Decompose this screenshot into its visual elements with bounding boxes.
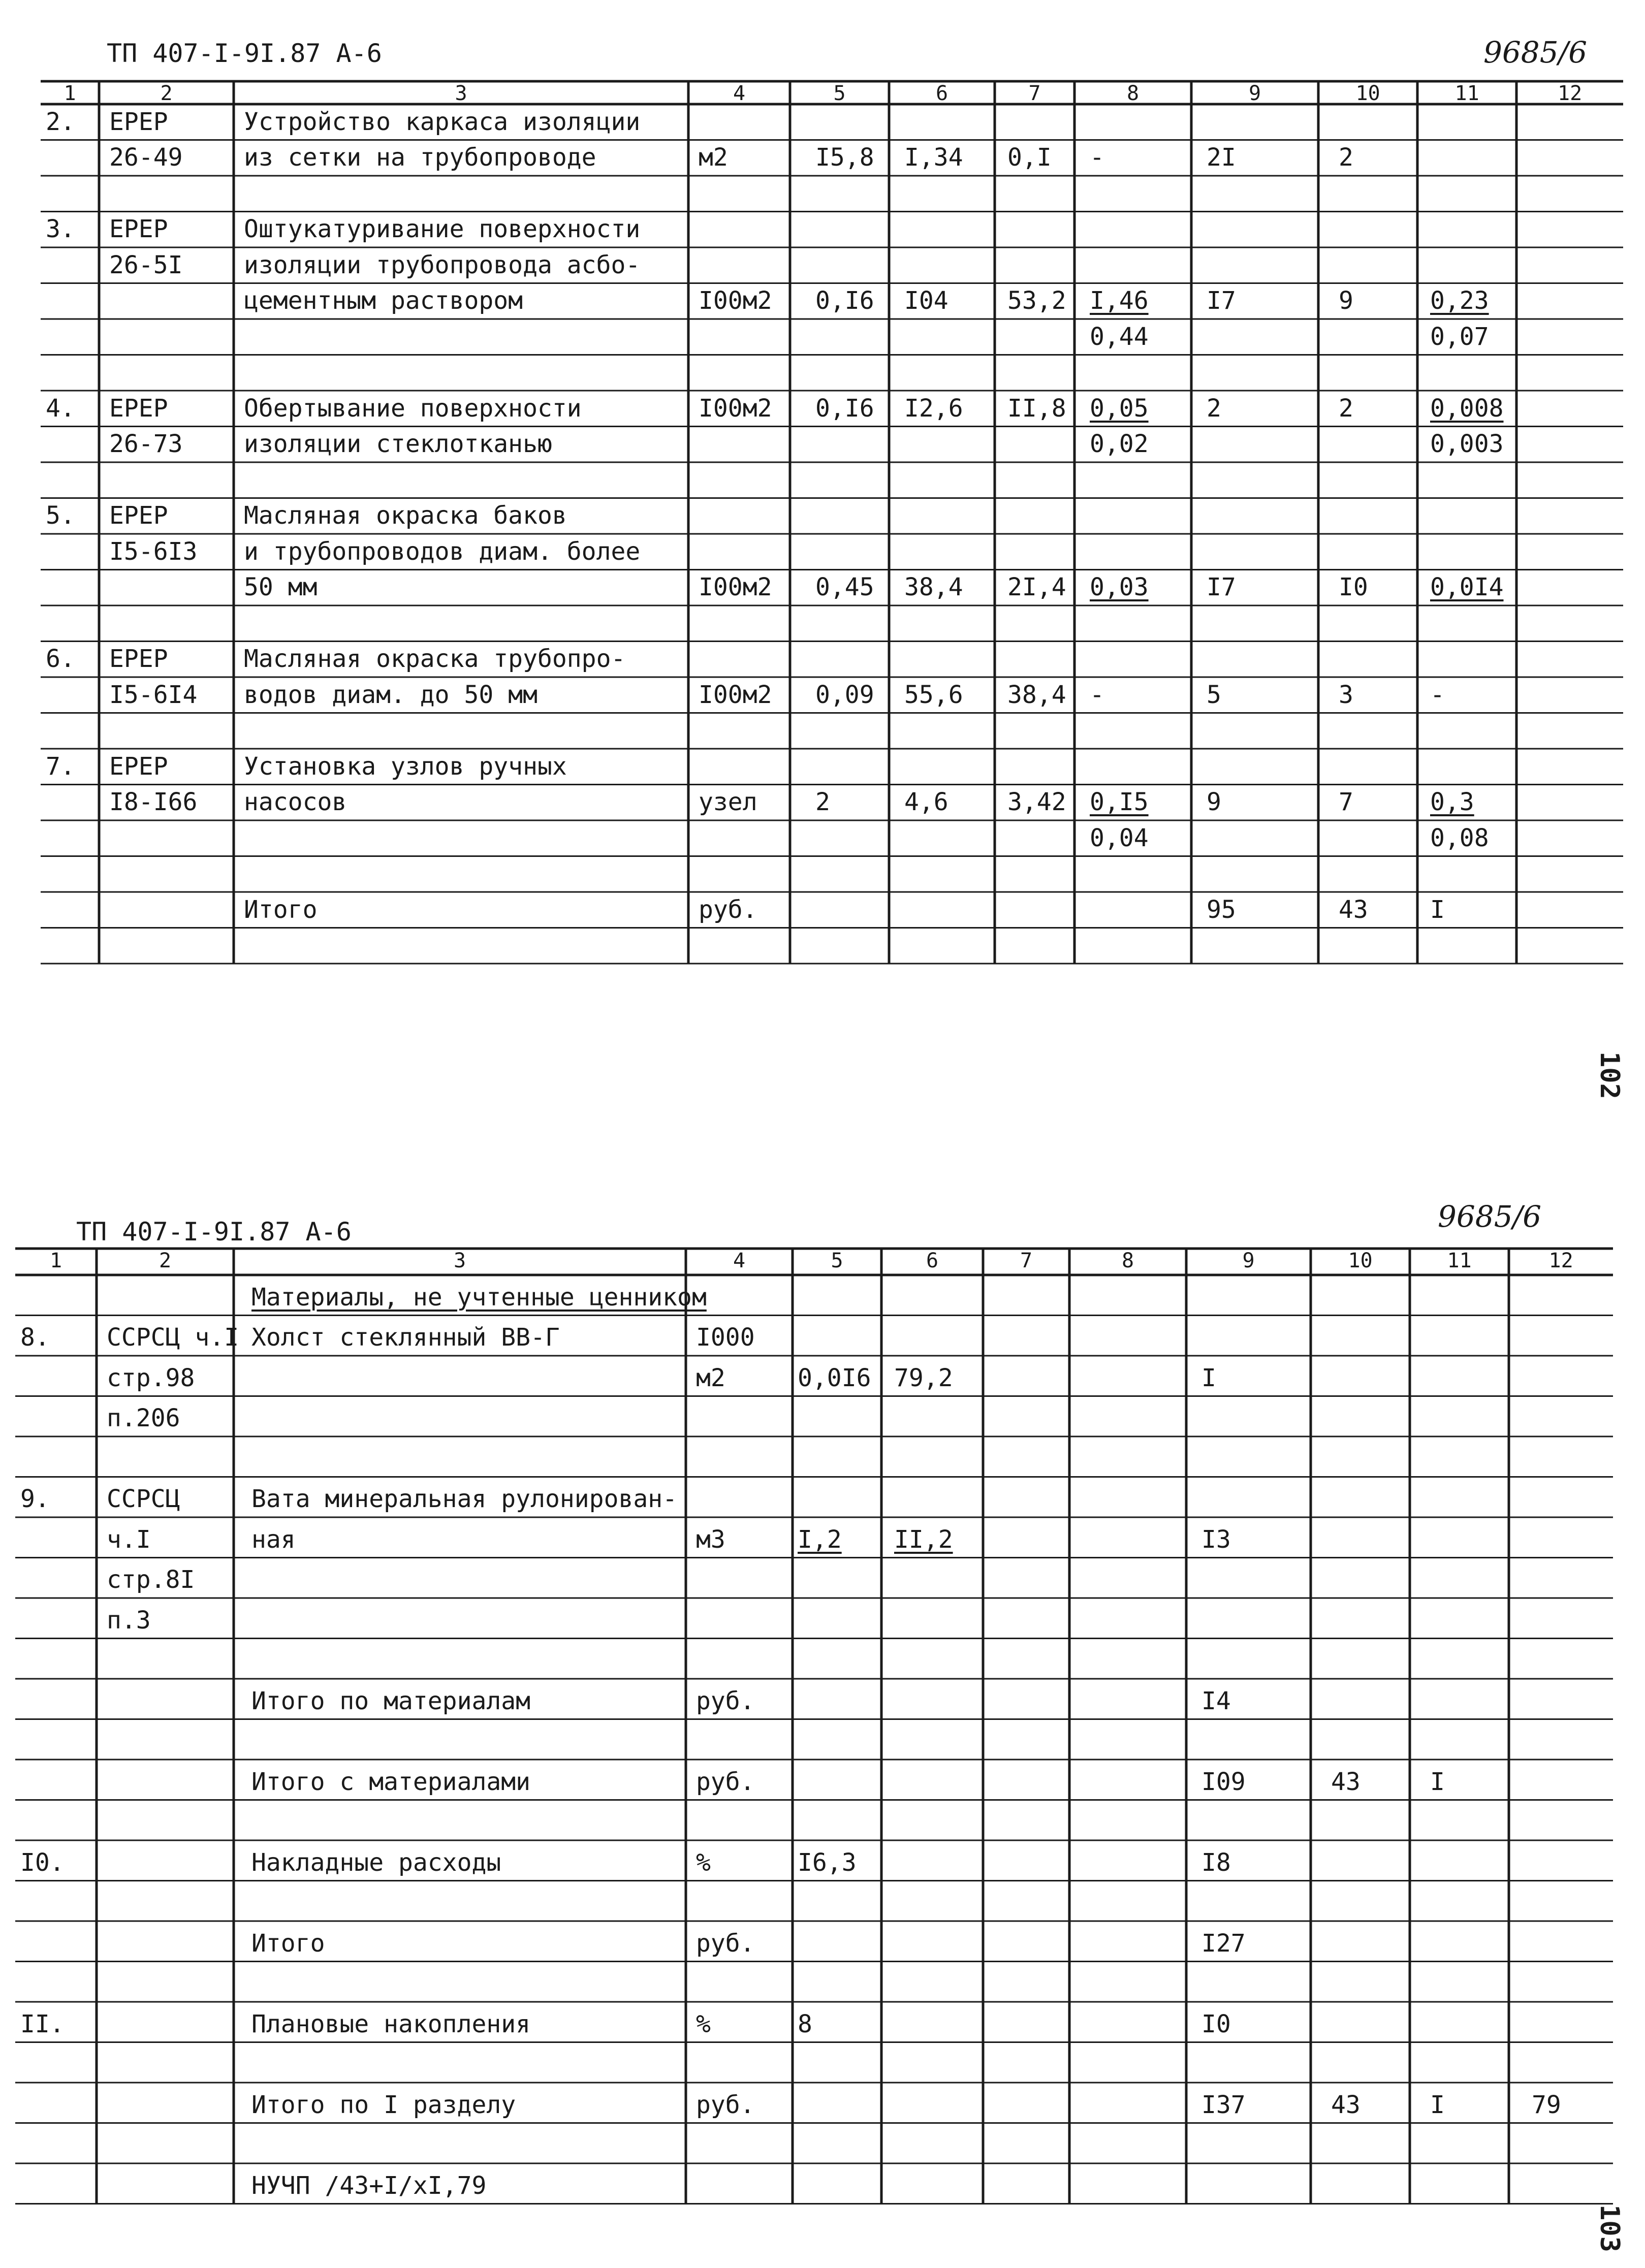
table-cell: Холст стеклянный ВВ-Г bbox=[251, 1323, 560, 1352]
table-cell: ЕРЕР bbox=[109, 215, 168, 243]
table-cell: ЕРЕР bbox=[109, 107, 168, 136]
table-cell: 6. bbox=[46, 645, 75, 673]
table-cell: I3 bbox=[1201, 1525, 1231, 1554]
table-cell: Оштукатуривание поверхности bbox=[244, 215, 641, 243]
table-cell: 0,0I6 bbox=[798, 1363, 871, 1392]
column-header: 4 bbox=[733, 1249, 746, 1272]
table-cell: изоляции трубопровода асбо- bbox=[244, 250, 641, 279]
table-cell: 0,04 bbox=[1090, 823, 1149, 852]
table-cell: 3. bbox=[46, 215, 75, 243]
table-cell: Масляная окраска баков bbox=[244, 501, 567, 530]
table-cell: I0. bbox=[20, 1848, 65, 1877]
table-cell: 26-5I bbox=[109, 250, 183, 279]
table-cell: 0,I bbox=[1007, 143, 1052, 172]
table-cell: I27 bbox=[1201, 1929, 1246, 1958]
table-cell: руб. bbox=[696, 1686, 755, 1715]
table-cell: руб. bbox=[696, 2090, 755, 2119]
table-cell: - bbox=[1090, 680, 1104, 709]
table-cell: I00м2 bbox=[699, 573, 772, 601]
table-cell: I7 bbox=[1207, 286, 1236, 315]
table-cell: ч.I bbox=[107, 1525, 151, 1554]
table-cell: цементным раствором bbox=[244, 286, 523, 315]
table-cell: I8 bbox=[1201, 1848, 1231, 1877]
column-header: 1 bbox=[50, 1249, 62, 1272]
table-cell: 7. bbox=[46, 752, 75, 781]
table-cell: I5,8 bbox=[815, 143, 874, 172]
column-header: 7 bbox=[1028, 82, 1041, 105]
table-cell: 0,I6 bbox=[815, 286, 874, 315]
table-cell: Масляная окраска трубопро- bbox=[244, 645, 626, 673]
table-cell: из сетки на трубопроводе bbox=[244, 143, 596, 172]
table-cell: 55,6 bbox=[904, 680, 963, 709]
column-header: 11 bbox=[1454, 82, 1479, 105]
table-cell: Устройство каркаса изоляции bbox=[244, 107, 641, 136]
table-cell: II,8 bbox=[1007, 394, 1066, 423]
table-cell: 0,05 bbox=[1090, 394, 1149, 423]
table-cell: I bbox=[1430, 2090, 1445, 2119]
table-cell: Обертывание поверхности bbox=[244, 394, 582, 423]
table-cell: II. bbox=[20, 2009, 65, 2038]
table-cell: I7 bbox=[1207, 573, 1236, 601]
table-cell: м2 bbox=[696, 1363, 725, 1392]
table-cell: 4,6 bbox=[904, 788, 948, 816]
table-cell: I0 bbox=[1201, 2009, 1231, 2038]
table-cell: и трубопроводов диам. более bbox=[244, 537, 641, 566]
table-cell: 0,I5 bbox=[1090, 788, 1149, 816]
table-cell: % bbox=[696, 2009, 711, 2038]
table-cell: 0,003 bbox=[1430, 430, 1504, 458]
table-cell: 0,44 bbox=[1090, 322, 1149, 351]
table-cell: ЕРЕР bbox=[109, 645, 168, 673]
column-header: 6 bbox=[926, 1249, 939, 1272]
column-header: 3 bbox=[454, 1249, 466, 1272]
table-cell: 2 bbox=[1207, 394, 1221, 423]
table-cell: ЕРЕР bbox=[109, 394, 168, 423]
table-cell: I00м2 bbox=[699, 680, 772, 709]
table-cell: Накладные расходы bbox=[251, 1848, 501, 1877]
sheet1-sheet-mark: 9685/6 bbox=[1483, 35, 1588, 70]
table-cell: Установка узлов ручных bbox=[244, 752, 567, 781]
table-cell: 5. bbox=[46, 501, 75, 530]
table-cell: 7 bbox=[1339, 788, 1353, 816]
table-cell: Итого по материалам bbox=[251, 1686, 531, 1715]
column-header: 2 bbox=[160, 82, 173, 105]
table-cell: ССРСЦ bbox=[107, 1485, 180, 1513]
table-cell: 43 bbox=[1331, 1767, 1361, 1796]
column-header: 7 bbox=[1020, 1249, 1033, 1272]
table-cell: I,46 bbox=[1090, 286, 1149, 315]
table-cell: 2 bbox=[815, 788, 830, 816]
table-cell: I09 bbox=[1201, 1767, 1246, 1796]
table-cell: I00м2 bbox=[699, 394, 772, 423]
column-header: 1 bbox=[64, 82, 76, 105]
table-cell: 0,09 bbox=[815, 680, 874, 709]
table-cell: 0,0I4 bbox=[1430, 573, 1504, 601]
table-cell: 2 bbox=[1339, 143, 1353, 172]
table-cell: I bbox=[1430, 895, 1445, 924]
table-cell: I00м2 bbox=[699, 286, 772, 315]
table-cell: I37 bbox=[1201, 2090, 1246, 2119]
table-cell: 8. bbox=[20, 1323, 50, 1352]
table-cell: 0,3 bbox=[1430, 788, 1474, 816]
table-cell: 43 bbox=[1331, 2090, 1361, 2119]
table-cell: 8 bbox=[798, 2009, 812, 2038]
column-header: 12 bbox=[1548, 1249, 1573, 1272]
table-cell: 26-49 bbox=[109, 143, 183, 172]
column-header: 11 bbox=[1447, 1249, 1472, 1272]
table-cell: 26-73 bbox=[109, 430, 183, 458]
table-cell: изоляции стеклотканью bbox=[244, 430, 552, 458]
table-cell: руб. bbox=[696, 1767, 755, 1796]
table-cell: 43 bbox=[1339, 895, 1368, 924]
table-cell: Итого с материалами bbox=[251, 1767, 531, 1796]
sheet2-doc-code: ТП 407-I-9I.87 А-6 bbox=[76, 1217, 352, 1247]
table-cell: - bbox=[1090, 143, 1104, 172]
table-cell: 53,2 bbox=[1007, 286, 1066, 315]
table-cell: ЕРЕР bbox=[109, 752, 168, 781]
table-cell: I2,6 bbox=[904, 394, 963, 423]
table-cell: 2I,4 bbox=[1007, 573, 1066, 601]
table-cell: руб. bbox=[696, 1929, 755, 1958]
column-header: 6 bbox=[936, 82, 948, 105]
column-header: 12 bbox=[1558, 82, 1583, 105]
table-cell: 9 bbox=[1339, 286, 1353, 315]
table-cell: 0,45 bbox=[815, 573, 874, 601]
table-cell: % bbox=[696, 1848, 711, 1877]
table-cell: I bbox=[1201, 1363, 1216, 1392]
table-cell: стр.8I bbox=[107, 1566, 195, 1594]
table-cell: I5-6I3 bbox=[109, 537, 198, 566]
column-header: 8 bbox=[1127, 82, 1140, 105]
table-cell: I,34 bbox=[904, 143, 963, 172]
table-cell: руб. bbox=[699, 895, 757, 924]
table-cell: 0,23 bbox=[1430, 286, 1489, 315]
table-cell: водов диам. до 50 мм bbox=[244, 680, 537, 709]
table-cell: п.206 bbox=[107, 1404, 180, 1432]
table-cell: 95 bbox=[1207, 895, 1236, 924]
table-cell: 5 bbox=[1207, 680, 1221, 709]
table-cell: Вата минеральная рулонирован- bbox=[251, 1485, 678, 1513]
table-cell: п.3 bbox=[107, 1606, 151, 1635]
table-cell: ЕРЕР bbox=[109, 501, 168, 530]
column-header: 3 bbox=[455, 82, 467, 105]
sheet1-doc-code: ТП 407-I-9I.87 А-6 bbox=[107, 39, 382, 68]
column-header: 8 bbox=[1122, 1249, 1134, 1272]
table-cell: м2 bbox=[699, 143, 728, 172]
column-header: 5 bbox=[833, 82, 846, 105]
table-cell: I5-6I4 bbox=[109, 680, 198, 709]
table-cell: Итого bbox=[244, 895, 318, 924]
table-cell: II,2 bbox=[894, 1525, 953, 1554]
sheet2-sheet-mark: 9685/6 bbox=[1438, 1199, 1542, 1234]
table-cell: ная bbox=[251, 1525, 296, 1554]
table-cell: I6,3 bbox=[798, 1848, 857, 1877]
column-header: 2 bbox=[159, 1249, 172, 1272]
table-cell: I4 bbox=[1201, 1686, 1231, 1715]
table-cell: I000 bbox=[696, 1323, 755, 1352]
table-cell: м3 bbox=[696, 1525, 725, 1554]
column-header: 10 bbox=[1348, 1249, 1373, 1272]
table-cell: стр.98 bbox=[107, 1363, 195, 1392]
table-cell: 0,I6 bbox=[815, 394, 874, 423]
table-cell: 2 bbox=[1339, 394, 1353, 423]
column-header: 10 bbox=[1355, 82, 1380, 105]
column-header: 5 bbox=[831, 1249, 843, 1272]
table-cell: 0,07 bbox=[1430, 322, 1489, 351]
table-cell: Материалы, не учтенные ценником bbox=[251, 1283, 707, 1312]
column-header: 4 bbox=[733, 82, 746, 105]
table-cell: I0 bbox=[1339, 573, 1368, 601]
table-cell: 2I bbox=[1207, 143, 1236, 172]
table-cell: 50 мм bbox=[244, 573, 318, 601]
table-cell: I04 bbox=[904, 286, 948, 315]
table-cell: I bbox=[1430, 1767, 1445, 1796]
table-cell: 3,42 bbox=[1007, 788, 1066, 816]
table-cell: I8-I66 bbox=[109, 788, 198, 816]
column-header: 9 bbox=[1249, 82, 1261, 105]
table-cell: узел bbox=[699, 788, 757, 816]
table-cell: ССРСЦ ч.I bbox=[107, 1323, 239, 1352]
table-cell: Итого по I разделу bbox=[251, 2090, 516, 2119]
table-cell: 38,4 bbox=[1007, 680, 1066, 709]
table-cell: 79 bbox=[1532, 2090, 1561, 2119]
table-cell: 0,03 bbox=[1090, 573, 1149, 601]
table-cell: насосов bbox=[244, 788, 347, 816]
table-cell: 2. bbox=[46, 107, 75, 136]
table-cell: 79,2 bbox=[894, 1363, 953, 1392]
table-cell: 38,4 bbox=[904, 573, 963, 601]
table-cell: I,2 bbox=[798, 1525, 842, 1554]
table-cell: НУЧП /43+I/xI,79 bbox=[251, 2171, 487, 2200]
table-cell: 9 bbox=[1207, 788, 1221, 816]
table-cell: 0,08 bbox=[1430, 823, 1489, 852]
sheet1-page-number: 102 bbox=[1594, 1051, 1625, 1099]
table-cell: 0,008 bbox=[1430, 394, 1504, 423]
sheet2-page-number: 103 bbox=[1594, 2205, 1625, 2252]
table-cell: 0,02 bbox=[1090, 430, 1149, 458]
table-cell: - bbox=[1430, 680, 1445, 709]
table-cell: Итого bbox=[251, 1929, 325, 1958]
table-cell: 4. bbox=[46, 394, 75, 423]
table-cell: 3 bbox=[1339, 680, 1353, 709]
table-cell: 9. bbox=[20, 1485, 50, 1513]
table-cell: Плановые накопления bbox=[251, 2009, 531, 2038]
column-header: 9 bbox=[1242, 1249, 1255, 1272]
